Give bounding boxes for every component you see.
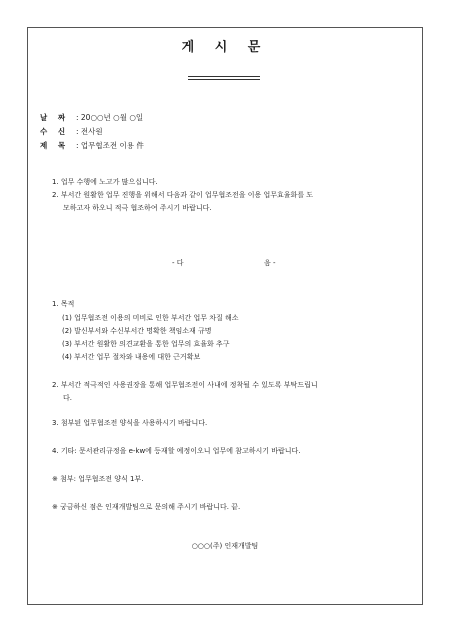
section1-title: 1. 목적	[52, 300, 75, 308]
note-attachment: ※ 첨부: 업무협조전 양식 1부.	[52, 475, 144, 483]
title-underline-2	[188, 79, 260, 80]
date-label: 날 짜	[40, 113, 70, 122]
intro-line-2a: 2. 부서간 원활한 업무 진행을 위해서 다음과 같이 업무협조전을 이용 업무효율화를 도	[52, 191, 314, 199]
intro-line-1: 1. 업무 수행에 노고가 많으십니다.	[52, 178, 158, 186]
date-value: : 20○○년 ○월 ○일	[76, 113, 144, 122]
heading-right: 음 -	[264, 259, 276, 267]
subject-label: 제 목	[40, 141, 70, 150]
recipient-value: : 전사원	[76, 127, 103, 136]
section2-line-a: 2. 부서간 적극적인 사용권장을 통해 업무협조전이 사내에 정착될 수 있도록 부탁드립니	[52, 381, 318, 389]
section2-line-b: 다.	[63, 394, 72, 402]
sender: ○○○(주) 인재개발팀	[191, 542, 259, 550]
meta-subject	[40, 140, 144, 151]
meta-date	[40, 112, 143, 123]
section1-item: (2) 발신부서와 수신부서간 명확한 책임소재 규명	[62, 327, 212, 335]
page-title: 게 시 문	[181, 40, 269, 55]
heading-left: - 다	[172, 259, 184, 267]
section3: 3. 첨부된 업무협조전 양식을 사용하시기 바랍니다.	[52, 419, 208, 427]
intro-line-2b: 모하고자 하오니 적극 협조하여 주시기 바랍니다.	[63, 204, 212, 212]
section1-item: (4) 부서간 업무 절차와 내용에 대한 근거확보	[62, 353, 201, 361]
note-inquiry: ※ 궁금하신 점은 인재개발팀으로 문의해 주시기 바랍니다. 끝.	[52, 503, 241, 511]
subject-value: : 업무협조전 이용 件	[76, 141, 144, 150]
recipient-label: 수 신	[40, 127, 70, 136]
section1-item: (3) 부서간 원활한 의견교환을 통한 업무의 효율화 추구	[62, 340, 230, 348]
title-underline	[188, 76, 260, 77]
section1-item: (1) 업무협조전 이용의 미비로 인한 부서간 업무 차질 해소	[62, 314, 239, 322]
meta-recipient	[40, 126, 103, 137]
section4: 4. 기타: 문서관리규정을 e-kw에 등재할 예정이오니 업무에 참고하시기 바랍니다.	[52, 447, 301, 455]
